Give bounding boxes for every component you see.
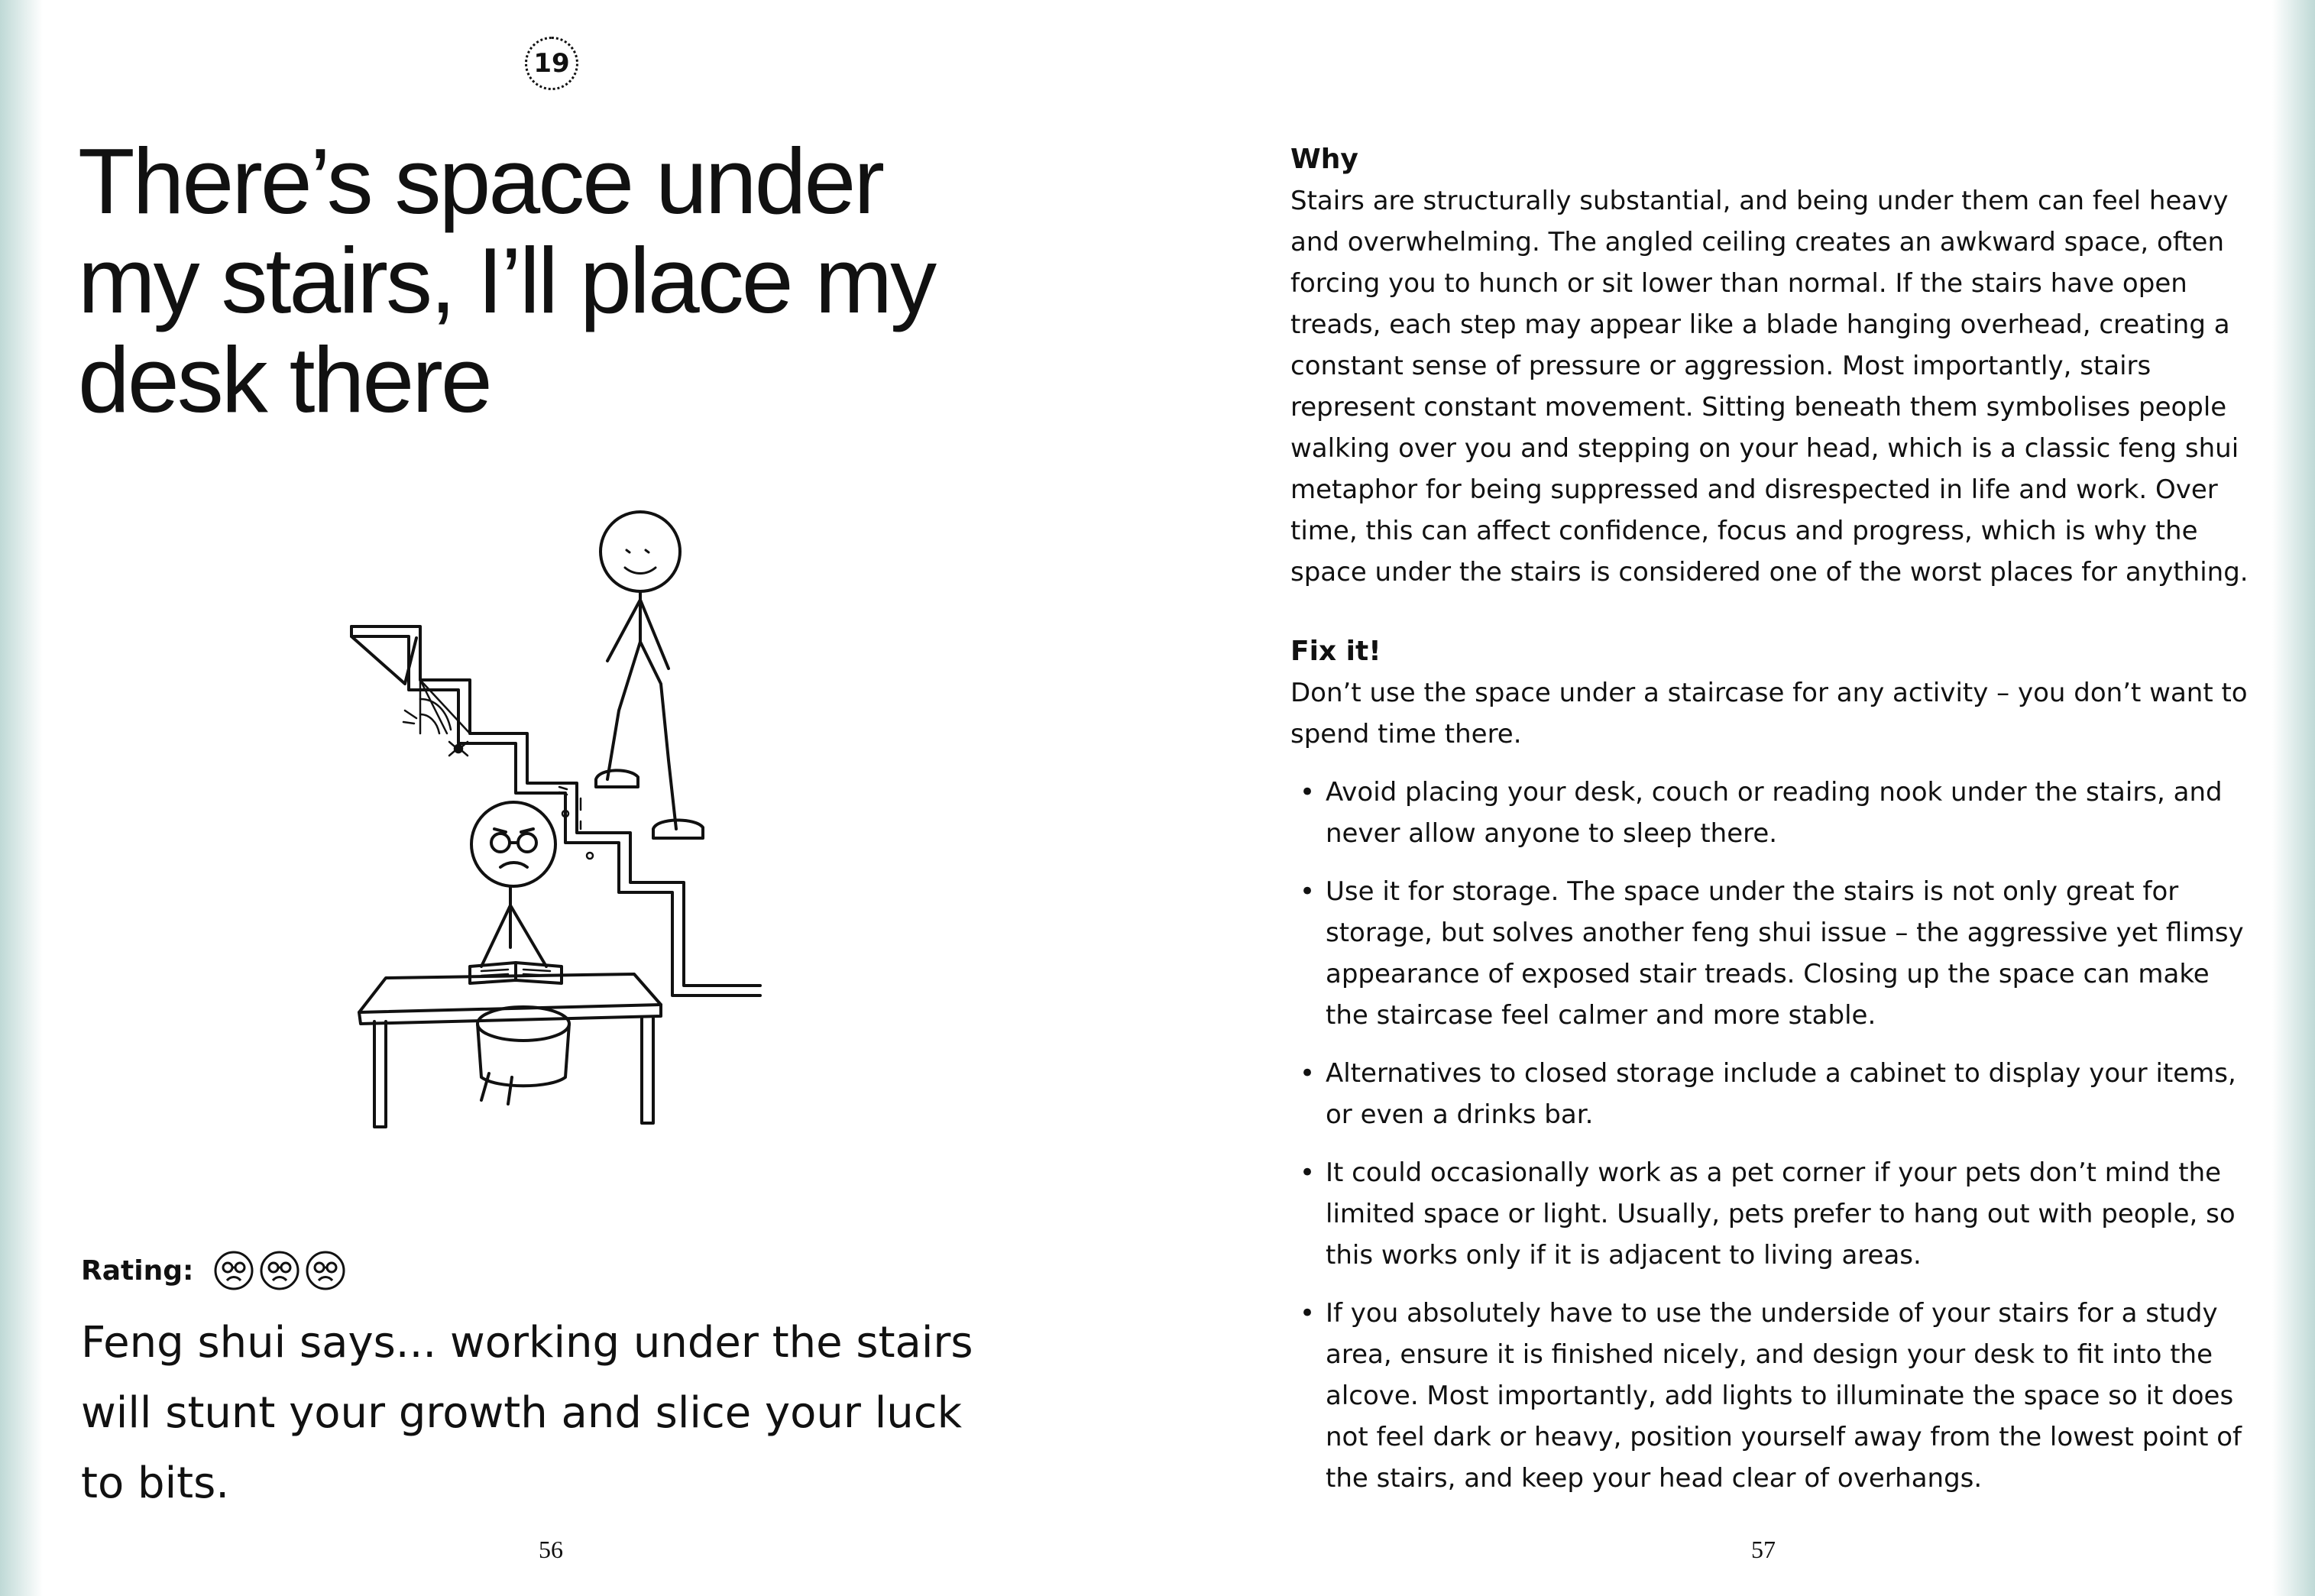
- book-icon: [470, 963, 562, 983]
- page-number-left: 56: [539, 1536, 563, 1563]
- stairs-desk-illustration: [344, 508, 787, 1142]
- sad-face-icon: [305, 1250, 346, 1291]
- spider-icon: [449, 733, 468, 756]
- list-item: • If you absolutely have to use the underside of your stairs for a study area, ensure it is finished nicely, and design your desk to fit into the alcove. Most importantly, add lights to illuminate the space so it does not feel dark or heavy, position yourself away from the lowest point of the stairs, and keep your head clear of overhangs.: [1290, 1293, 2255, 1499]
- fix-intro: Don’t use the space under a staircase for any activity – you don’t want to spend time there.: [1290, 678, 2248, 749]
- stick-figure-on-stairs: [596, 512, 703, 838]
- rating-label: Rating:: [81, 1254, 194, 1287]
- feng-shui-quote: Feng shui says... working under the stairs will stunt your growth and slice your luck to bits.: [81, 1318, 973, 1508]
- section-spacer: [1290, 593, 2255, 631]
- sad-face-icon: [259, 1250, 300, 1291]
- fix-heading: Fix it!: [1290, 636, 1381, 667]
- page-number-right: 57: [1751, 1536, 1776, 1563]
- staircase-outline: [351, 626, 760, 986]
- staircase-underside: [351, 636, 760, 995]
- page-title: There’s space under my stairs, I’ll place my desk there: [78, 129, 935, 432]
- entry-number-badge: [525, 37, 578, 90]
- fix-bullet-list: [1290, 772, 2255, 1499]
- page-edge-left: [0, 0, 43, 1596]
- sad-face-icon: [213, 1250, 254, 1291]
- page-edge-right: [2272, 0, 2315, 1596]
- list-item: • It could occasionally work as a pet corner if your pets don’t mind the limited space or light. Usually, pets prefer to hang out with people, so this works only if it is adjacent to living areas.: [1290, 1152, 2255, 1276]
- list-item: • Avoid placing your desk, couch or reading nook under the stairs, and never allow anyone to sleep there.: [1290, 772, 2255, 854]
- why-body: Stairs are structurally substantial, and being under them can feel heavy and overwhelming. The angled ceiling creates an awkward space, often forcing you to hunch or sit lower than normal. If the stairs have open treads, each step may appear like a blade hanging overhead, creating a constant sense of pressure or aggression. Most importantly, stairs represent constant movement. Sitting beneath them symbolises people walking over you and stepping on your head, which is a classic feng shui metaphor for being suppressed and disrespected in life and work. Over time, this can affect confidence, focus and progress, which is why the space under the stairs is considered one of the worst places for anything.: [1290, 186, 2249, 588]
- desk: [359, 974, 661, 1127]
- entry-number: 19: [533, 48, 570, 79]
- rating-row: [81, 1250, 351, 1291]
- right-page-content: [1290, 139, 2255, 1516]
- person-at-desk: [471, 802, 555, 966]
- why-heading: Why: [1290, 144, 1358, 175]
- list-item: • Alternatives to closed storage include a cabinet to display your items, or even a drinks bar.: [1290, 1053, 2255, 1135]
- list-item: • Use it for storage. The space under the stairs is not only great for storage, but solves another feng shui issue – the aggressive yet flimsy appearance of exposed stair treads. Closing up the space can make the staircase feel calmer and more stable.: [1290, 871, 2255, 1036]
